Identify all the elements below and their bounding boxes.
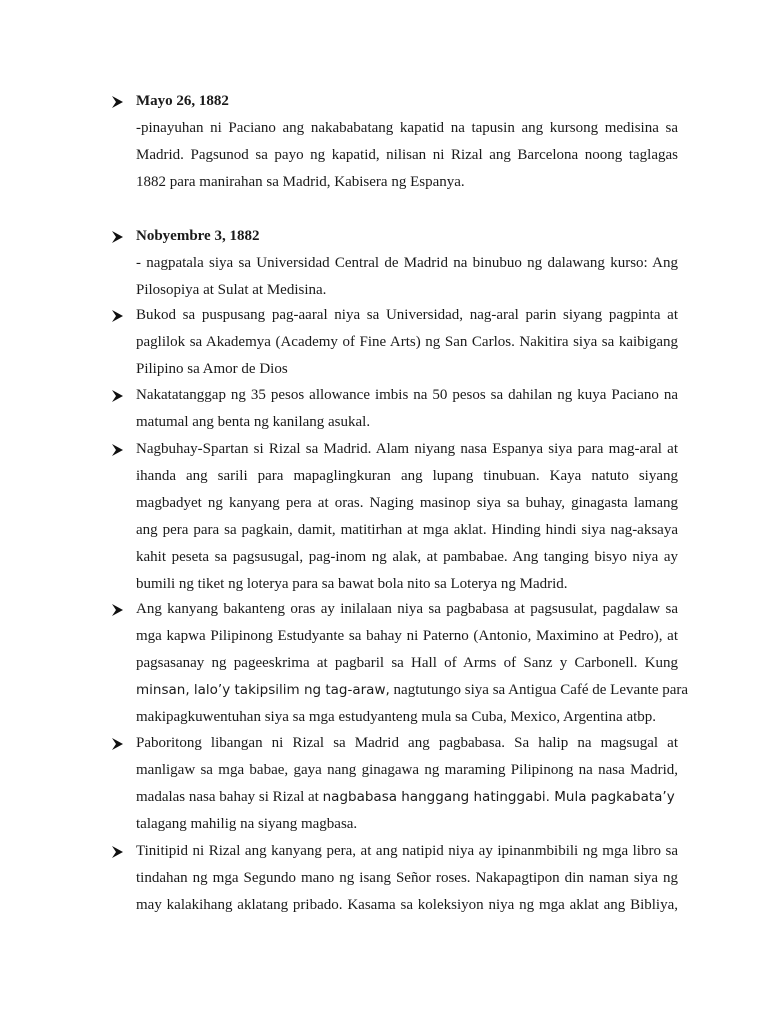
entry-text-run: nagtutungo siya sa Antigua Café de Levante para [389, 682, 689, 698]
entry-heading: Nobyembre 3, 1882 [136, 228, 260, 244]
arrow-bullet-icon [112, 302, 124, 329]
entry-text-line [136, 784, 678, 811]
entry-text-line: kahit peseta sa pagsusugal, pag-inom ng alak, at pambabae. Ang tanging bisyo niya ay [136, 549, 678, 565]
entry-text-line: 1882 para manirahan sa Madrid, Kabisera ng Espanya. [136, 174, 465, 190]
entry-text-line: magbadyet ng kanyang pera at oras. Naging masinop siya sa buhay, ginagasta lamang [136, 495, 678, 511]
entry-text-line: ihanda ang sarili para mapaglingkuran ang lupang tinubuan. Kaya natuto siyang [136, 468, 678, 484]
entry-text-line: Bukod sa puspusang pag-aaral niya sa Universidad, nag-aral parin siyang pagpinta at [136, 307, 678, 323]
entry-text-line: Pilipino sa Amor de Dios [136, 361, 288, 377]
arrow-bullet-icon [112, 838, 124, 865]
entry-text-sans-run: minsan, lalo’y takipsilim ng tag-araw, [136, 682, 390, 698]
entry-text-run: madalas nasa bahay si Rizal at [136, 789, 323, 805]
entry-text-line: tindahan ng mga Segundo mano ng isang Señor roses. Nakapagtipon din naman siya ng [136, 870, 678, 886]
arrow-bullet-icon [112, 88, 124, 115]
entry-text-line: may kalakihang aklatang pribado. Kasama sa koleksiyon niya ng mga aklat ang Bibliya, [136, 897, 678, 913]
entry-text-line: Pilosopiya at Sulat at Medisina. [136, 282, 327, 298]
arrow-bullet-icon [112, 382, 124, 409]
entry-text-line: Nagbuhay-Spartan si Rizal sa Madrid. Alam niyang nasa Espanya siya para mag-aral at [136, 441, 678, 457]
entry-text-line: - nagpatala siya sa Universidad Central de Madrid na binubuo ng dalawang kurso: Ang [136, 255, 678, 271]
entry-text-line: paglilok sa Akademya (Academy of Fine Arts) ng San Carlos. Nakitira siya sa kaibigang [136, 334, 678, 350]
entry-text-line: manligaw sa mga babae, gaya nang ginagawa ng maraming Pilipinong na nasa Madrid, [136, 762, 678, 778]
entry-text-line [136, 677, 689, 704]
arrow-bullet-icon [112, 436, 124, 463]
entry-text-line: makipagkuwentuhan siya sa mga estudyanteng mula sa Cuba, Mexico, Argentina atbp. [136, 709, 657, 725]
arrow-bullet-icon [112, 223, 124, 250]
entry-text-line: -pinayuhan ni Paciano ang nakababatang kapatid na tapusin ang kursong medisina sa [136, 120, 678, 136]
entry-heading: Mayo 26, 1882 [136, 93, 229, 109]
entry-text-line: Tinitipid ni Rizal ang kanyang pera, at ang natipid niya ay ipinanmbibili ng mga libro sa [136, 843, 678, 859]
entry-text-line: matumal ang benta ng kanilang asukal. [136, 414, 371, 430]
entry-text-line: Paboritong libangan ni Rizal sa Madrid ang pagbabasa. Sa halip na magsugal at [136, 735, 678, 751]
entry-text-line: Ang kanyang bakanteng oras ay inilalaan niya sa pagbabasa at pagsusulat, pagdalaw sa [136, 601, 678, 617]
entry-text-line: Madrid. Pagsunod sa payo ng kapatid, nilisan ni Rizal ang Barcelona noong taglagas [136, 147, 678, 163]
entry-text-sans-run: nagbabasa hanggang hatinggabi. Mula pagkabata’y [322, 789, 675, 805]
entry-text-line: pagsasanay ng pageeskrima at pagbaril sa Hall of Arms of Sanz y Carbonell. Kung [136, 655, 678, 671]
entry-text-line: mga kapwa Pilipinong Estudyante sa bahay ni Paterno (Antonio, Maximino at Pedro), at [136, 628, 678, 644]
arrow-bullet-icon [112, 596, 124, 623]
arrow-bullet-icon [112, 730, 124, 757]
entry-text-line: bumili ng tiket ng loterya para sa bawat bola nito sa Loterya ng Madrid. [136, 576, 568, 592]
entry-text-line: ang pera para sa pagkain, damit, matitirhan at mga aklat. Hinding hindi siya nag-aksaya [136, 522, 678, 538]
entry-text-line: talagang mahilig na siyang magbasa. [136, 816, 358, 832]
entry-text-line: Nakatatanggap ng 35 pesos allowance imbis na 50 pesos sa dahilan ng kuya Paciano na [136, 387, 678, 403]
